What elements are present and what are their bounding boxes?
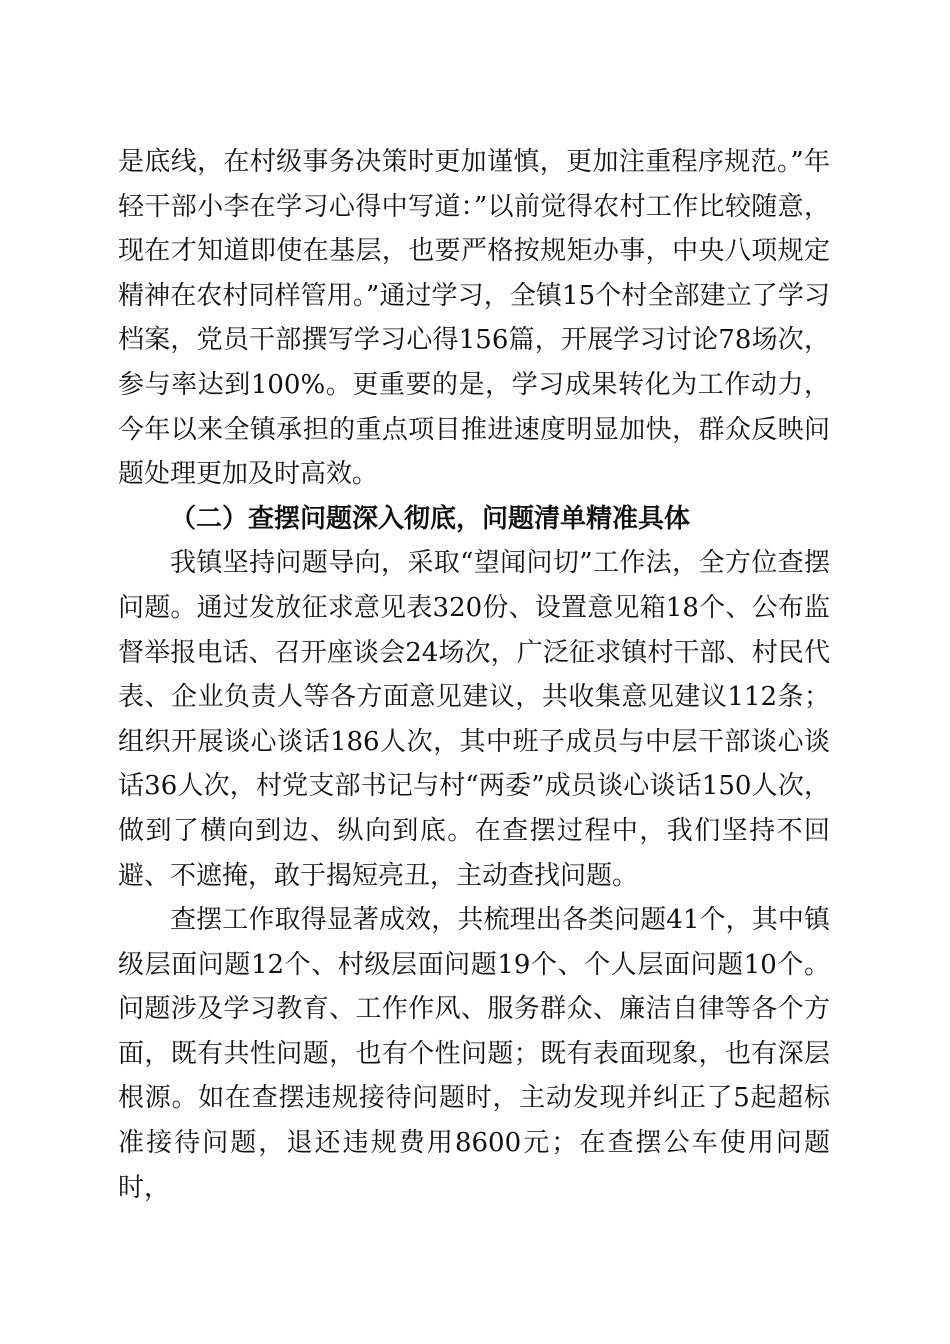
- paragraph-results: 查摆工作取得显著成效，共梳理出各类问题41个，其中镇级层面问题12个、村级层面问题19个、个人层面问题10个。问题涉及学习教育、工作作风、服务群众、廉洁自律等各个方面，既有共性问题，也有个性问题；既有表面现象，也有深层根源。如在查摆违规接待问题时，主动发现并纠正了5起超标准接待问题，退还违规费用8600元；在查摆公车使用问题时，: [118, 905, 830, 1203]
- paragraph-continuation: 是底线，在村级事务决策时更加谨慎，更加注重程序规范。”年轻干部小李在学习心得中写道：”以前觉得农村工作比较随意，现在才知道即使在基层，也要严格按规矩办事，中央八项规定精神在农村同样管用。”通过学习，全镇15个村全部建立了学习档案，党员干部撰写学习心得156篇，开展学习讨论78场次，参与率达到100%。更重要的是，学习成果转化为工作动力，今年以来全镇承担的重点项目推进速度明显加快，群众反映问题处理更加及时高效。: [118, 147, 830, 490]
- paragraph-problem-finding: 我镇坚持问题导向，采取“望闻问切”工作法，全方位查摆问题。通过发放征求意见表320份、设置意见箱18个、公布监督举报电话、召开座谈会24场次，广泛征求镇村干部、村民代表、企业负责人等各方面意见建议，共收集意见建议112条；组织开展谈心谈话186人次，其中班子成员与中层干部谈心谈话36人次，村党支部书记与村“两委”成员谈心谈话150人次，做到了横向到边、纵向到底。在查摆过程中，我们坚持不回避、不遮掩，敢于揭短亮丑，主动查找问题。: [118, 548, 830, 891]
- document-body: [118, 140, 830, 1210]
- section-heading: （二）查摆问题深入彻底，问题清单精准具体: [170, 503, 691, 534]
